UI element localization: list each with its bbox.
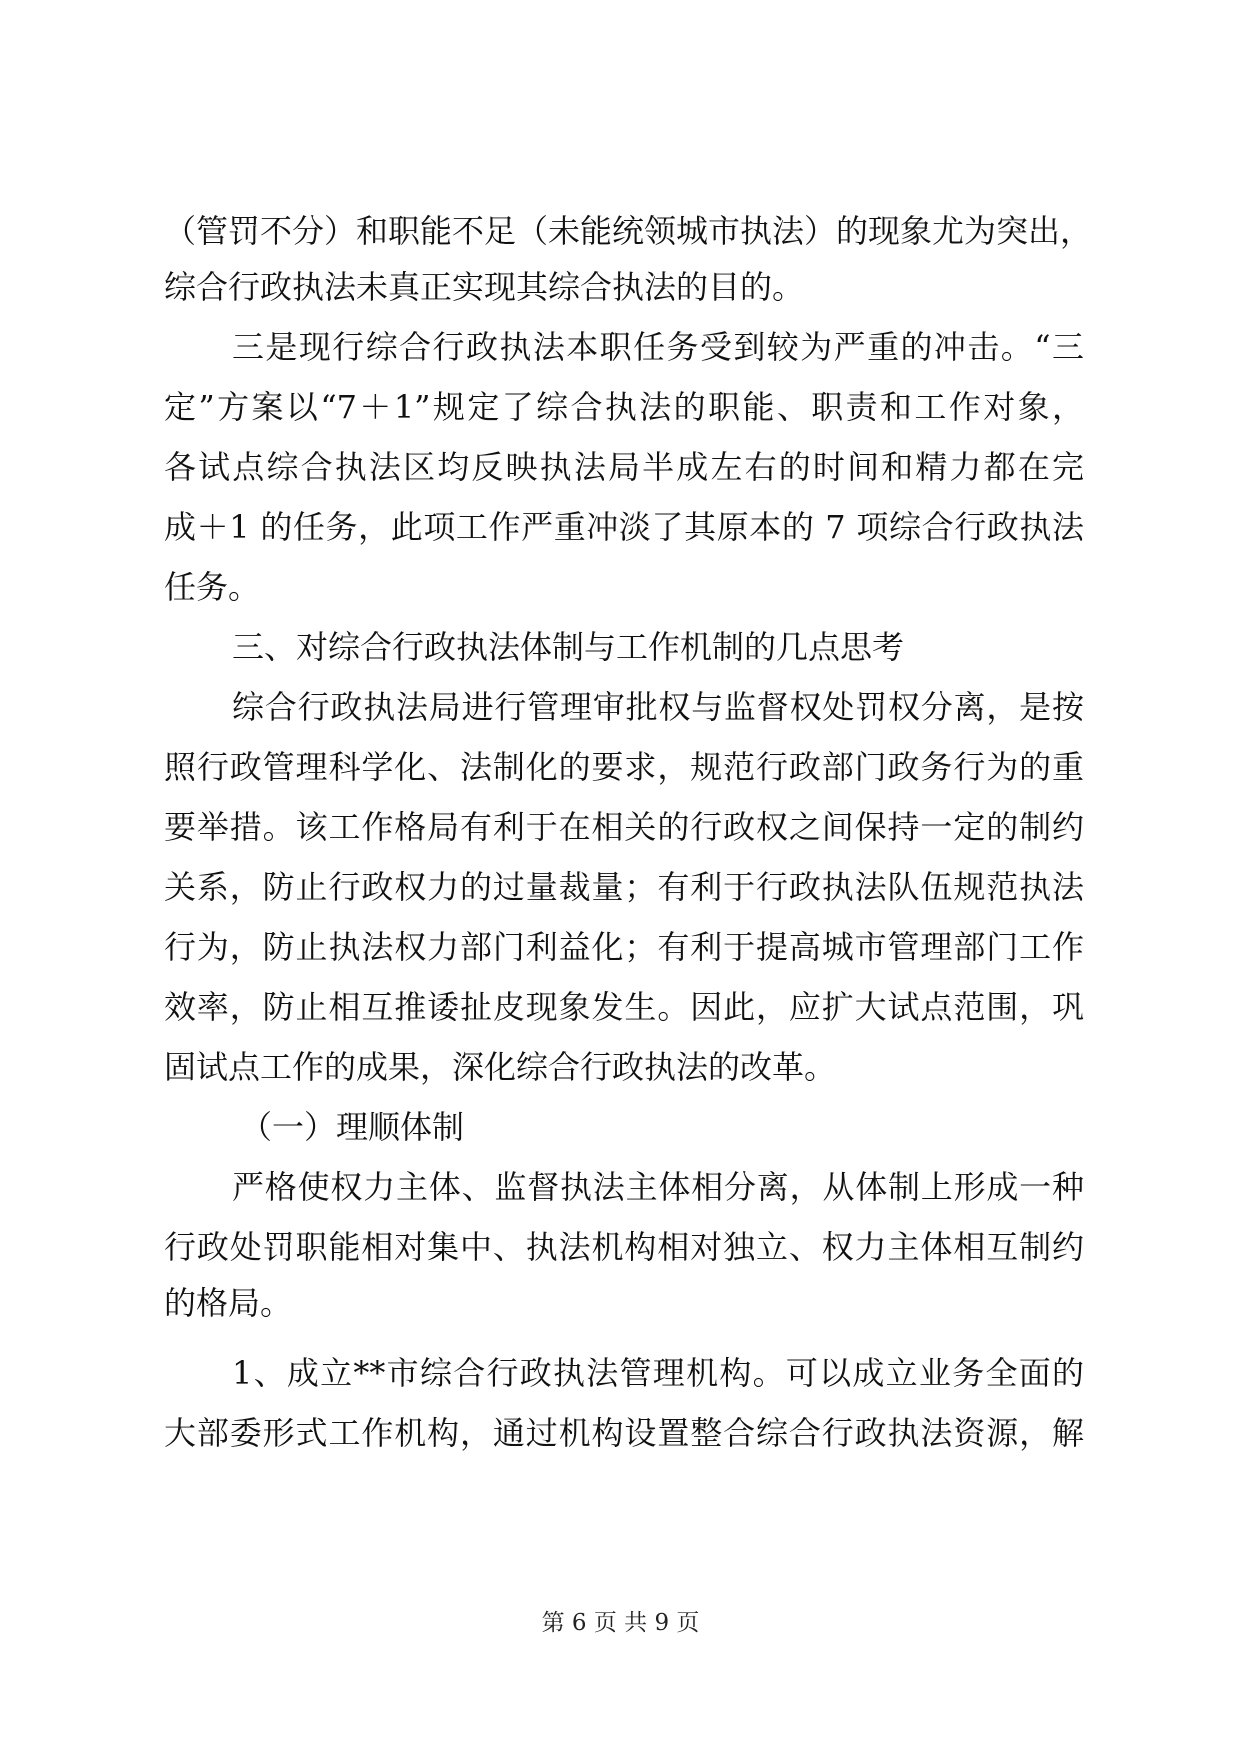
body-line: 1、成立**市综合行政执法管理机构。可以成立业务全面的: [232, 1354, 1084, 1392]
body-line: 的格局。: [164, 1284, 293, 1322]
body-line: （管罚不分）和职能不足（未能统领城市执法）的现象尤为突出，: [164, 212, 1093, 250]
body-line: 行为，防止执法权力部门利益化；有利于提高城市管理部门工作: [164, 928, 1084, 966]
body-line: 固试点工作的成果，深化综合行政执法的改革。: [164, 1048, 837, 1086]
body-line: 行政处罚职能相对集中、执法机构相对独立、权力主体相互制约: [164, 1228, 1084, 1266]
body-line: 任务。: [164, 568, 261, 606]
body-line: 大部委形式工作机构，通过机构设置整合综合行政执法资源，解: [164, 1414, 1084, 1452]
body-line: 成＋1 的任务，此项工作严重冲淡了其原本的 7 项综合行政执法: [164, 508, 1084, 546]
page-number-footer: 第 6 页 共 9 页: [541, 1610, 700, 1636]
body-line: 照行政管理科学化、法制化的要求，规范行政部门政务行为的重: [164, 748, 1084, 786]
body-line: 综合行政执法局进行管理审批权与监督权处罚权分离，是按: [232, 688, 1084, 726]
body-line: 定”方案以“7＋1”规定了综合执法的职能、职责和工作对象，: [164, 388, 1084, 426]
body-line: 效率，防止相互推诿扯皮现象发生。因此，应扩大试点范围，巩: [164, 988, 1084, 1026]
body-line: 要举措。该工作格局有利于在相关的行政权之间保持一定的制约: [164, 808, 1084, 846]
section-heading: 三、对综合行政执法体制与工作机制的几点思考: [232, 628, 905, 666]
body-line: 严格使权力主体、监督执法主体相分离，从体制上形成一种: [232, 1168, 1084, 1206]
body-line: 关系，防止行政权力的过量裁量；有利于行政执法队伍规范执法: [164, 868, 1084, 906]
body-line: 各试点综合执法区均反映执法局半成左右的时间和精力都在完: [164, 448, 1084, 486]
body-line: 综合行政执法未真正实现其综合执法的目的。: [164, 268, 805, 306]
subsection-heading: （一）理顺体制: [240, 1108, 465, 1146]
body-line: 三是现行综合行政执法本职任务受到较为严重的冲击。“三: [232, 328, 1084, 366]
